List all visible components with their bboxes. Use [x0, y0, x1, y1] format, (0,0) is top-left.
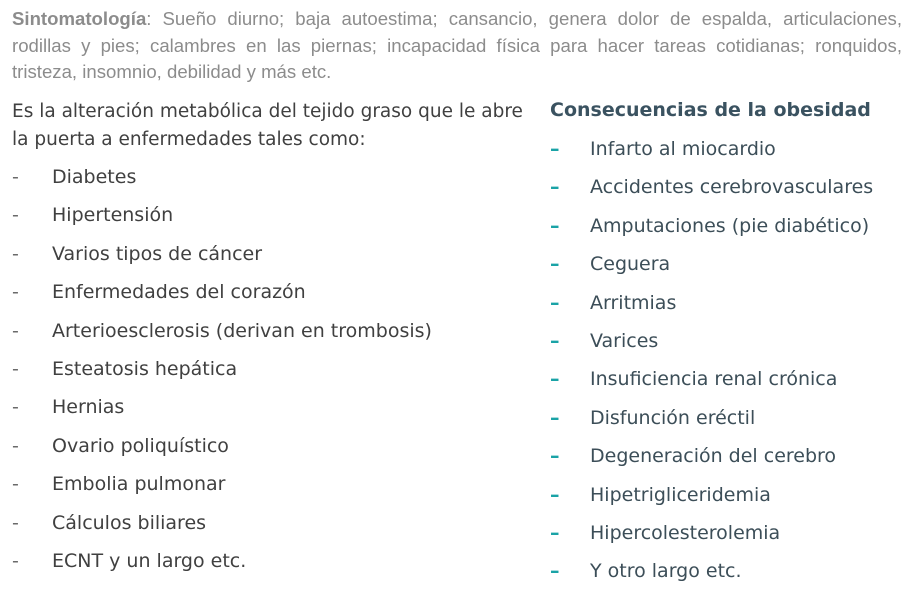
list-item-text: Accidentes cerebrovasculares: [590, 176, 874, 199]
list-item-text: Cálculos biliares: [52, 511, 207, 534]
bullet-dash: -: [12, 473, 19, 496]
bullet-dash: -: [12, 549, 19, 572]
list-item: [12, 510, 532, 548]
list-item-text: Hipertensión: [52, 204, 174, 227]
list-item-text: Disfunción eréctil: [590, 406, 756, 429]
bullet-dash: -: [12, 396, 19, 419]
list-item: [550, 520, 905, 558]
list-item-text: Degeneración del cerebro: [590, 445, 837, 468]
bullet-dash: –: [550, 406, 560, 429]
list-item: [550, 136, 905, 174]
list-item: [12, 356, 532, 394]
diseases-lead: Es la alteración metabólica del tejido graso que le abre la puerta a enfermedades tales como:: [12, 101, 523, 150]
list-item: [12, 471, 532, 509]
list-item: [550, 213, 905, 251]
list-item: [550, 366, 905, 404]
list-item: [12, 394, 532, 432]
list-item-text: Ovario poliquístico: [52, 434, 229, 457]
list-item-text: Varices: [590, 329, 659, 352]
list-item: [550, 482, 905, 520]
list-item-text: Insuficiencia renal crónica: [590, 368, 838, 391]
list-item-text: Embolia pulmonar: [52, 473, 226, 496]
list-item-text: Y otro largo etc.: [590, 560, 742, 583]
list-item: [12, 241, 532, 279]
bullet-dash: –: [550, 138, 560, 160]
bullet-dash: –: [550, 253, 560, 276]
symptoms-label: Sintomatología: [12, 8, 147, 29]
consequences-column: [550, 96, 905, 597]
list-item-text: Hernias: [52, 396, 125, 419]
list-item-text: Diabetes: [52, 166, 137, 188]
bullet-dash: -: [12, 242, 19, 265]
list-item: [12, 318, 532, 356]
list-item-text: Esteatosis hepática: [52, 357, 238, 380]
bullet-dash: –: [550, 445, 560, 468]
list-item: [12, 279, 532, 317]
bullet-dash: –: [550, 521, 560, 544]
list-item-text: Ceguera: [590, 253, 671, 276]
bullet-dash: –: [550, 291, 560, 314]
consequences-list: [550, 136, 905, 597]
diseases-column: [12, 98, 532, 586]
bullet-dash: -: [12, 281, 19, 304]
list-item: [550, 443, 905, 481]
diseases-list: [12, 164, 532, 586]
bullet-dash: -: [12, 166, 19, 188]
bullet-dash: -: [12, 357, 19, 380]
list-item-text: Arterioesclerosis (derivan en trombosis): [52, 319, 432, 342]
list-item: [550, 174, 905, 212]
list-item: [550, 290, 905, 328]
bullet-dash: –: [550, 176, 560, 199]
list-item: [550, 405, 905, 443]
symptoms-text: : Sueño diurno; baja autoestima; cansancio, genera dolor de espalda, articulaciones, rodillas y pies; calambres en las piernas; incapacidad física para hacer tareas cotidianas; ronquidos, tristeza, insomnio, debilidad y más etc.: [12, 8, 902, 82]
list-item-text: Arritmias: [590, 291, 677, 314]
list-item-text: Hipetrigliceridemia: [590, 483, 771, 506]
list-item-text: Enfermedades del corazón: [52, 281, 306, 304]
bullet-dash: –: [550, 329, 560, 352]
bullet-dash: -: [12, 511, 19, 534]
list-item: [12, 433, 532, 471]
list-item: [12, 548, 532, 586]
list-item: [12, 202, 532, 240]
bullet-dash: -: [12, 434, 19, 457]
list-item: [550, 558, 905, 596]
list-item: [12, 164, 532, 202]
consequences-heading: Consecuencias de la obesidad: [550, 99, 871, 121]
bullet-dash: –: [550, 368, 560, 391]
bullet-dash: –: [550, 483, 560, 506]
list-item-text: ECNT y un largo etc.: [52, 549, 247, 572]
list-item-text: Amputaciones (pie diabético): [590, 214, 870, 237]
symptoms-paragraph: [12, 6, 902, 86]
list-item-text: Varios tipos de cáncer: [52, 242, 263, 265]
bullet-dash: -: [12, 319, 19, 342]
bullet-dash: –: [550, 560, 560, 583]
list-item: [550, 328, 905, 366]
bullet-dash: –: [550, 214, 560, 237]
bullet-dash: -: [12, 204, 19, 227]
list-item-text: Hipercolesterolemia: [590, 521, 781, 544]
list-item: [550, 251, 905, 289]
list-item-text: Infarto al miocardio: [590, 138, 776, 160]
